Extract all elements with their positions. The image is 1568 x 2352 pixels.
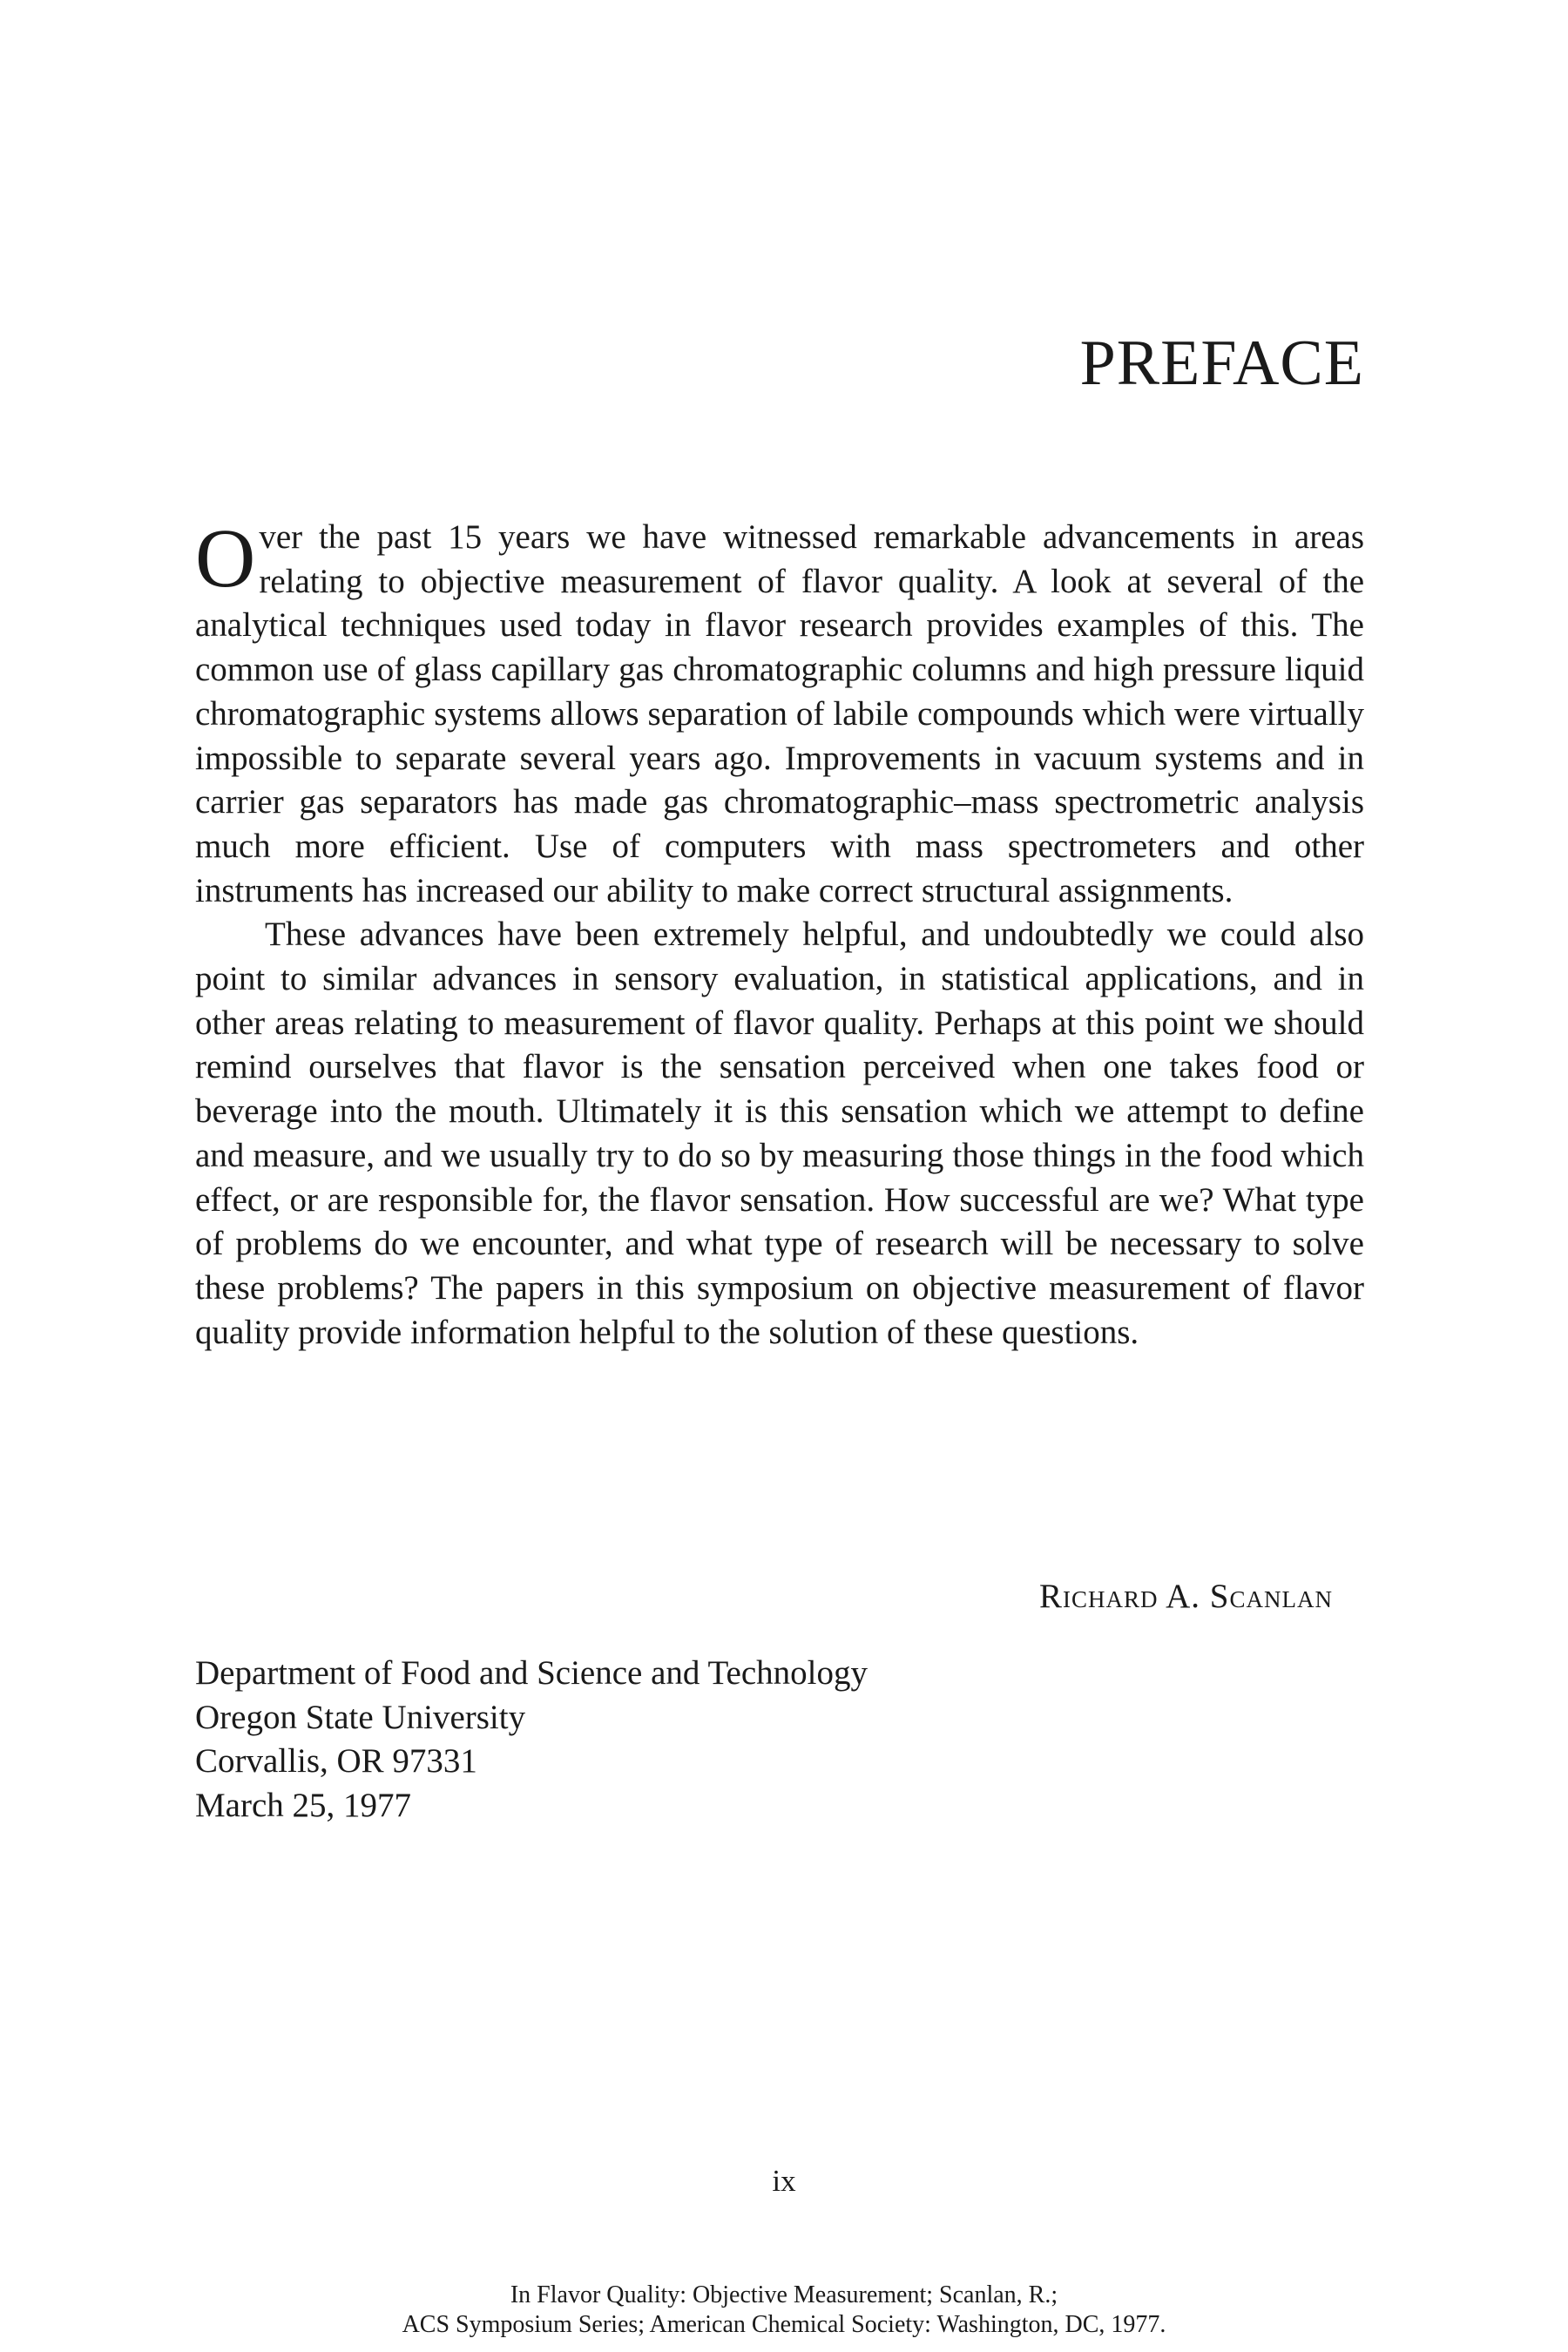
author-signature: Richard A. Scanlan: [1039, 1578, 1333, 1615]
drop-cap: O: [195, 511, 256, 605]
affiliation-location: Corvallis, OR 97331: [195, 1742, 477, 1781]
affiliation-department: Department of Food and Science and Technology: [195, 1654, 868, 1692]
paragraph-2: These advances have been extremely helpful, and undoubtedly we could also point to similar advances in sensory evaluation, in statistical applications, and in other areas relating to measurement of flavor quality. Perhaps at this point we should remind ourselves that flavor is the sensation perceived when one takes food or beverage into the mouth. Ultimately it is this sensation which we attempt to define and measure, and we usually try to do so by measuring those things in the food which effect, or are responsible for, the flavor sensation. How successful are we? What type of problems do we encounter, and what type of research will be necessary to solve these problems? The papers in this symposium on objective measurement of flavor quality provide information helpful to the solution of these questions.: [195, 916, 1364, 1351]
paragraph-1-text: ver the past 15 years we have witnessed remarkable advancements in areas relating to objective measurement of flavor quality. A look at several of the analytical techniques used today in flavor research provides examples of this. The common use of glass capillary gas chromatographic columns and high pressure liquid chromatographic systems allows separation of labile compounds which were virtually impossible to separate several years ago. Improvements in vacuum systems and in carrier gas separators has made gas chromatographic–mass spectrometric analysis much more efficient. Use of computers with mass spectrometers and other instruments has increased our ability to make correct structural assignments.: [195, 518, 1364, 909]
affiliation-block: [195, 1652, 868, 1828]
paragraph-1: [195, 511, 1364, 913]
page-title: PREFACE: [1079, 328, 1364, 399]
affiliation-university: Oregon State University: [195, 1698, 526, 1736]
citation-footer: [0, 2281, 1568, 2340]
affiliation-date: March 25, 1977: [195, 1787, 412, 1825]
footer-line-2: ACS Symposium Series; American Chemical Society: Washington, DC, 1977.: [402, 2311, 1166, 2338]
footer-line-1: In Flavor Quality: Objective Measurement; Scanlan, R.;: [510, 2281, 1058, 2308]
page-number: ix: [772, 2164, 796, 2198]
preface-body: [195, 511, 1364, 1355]
